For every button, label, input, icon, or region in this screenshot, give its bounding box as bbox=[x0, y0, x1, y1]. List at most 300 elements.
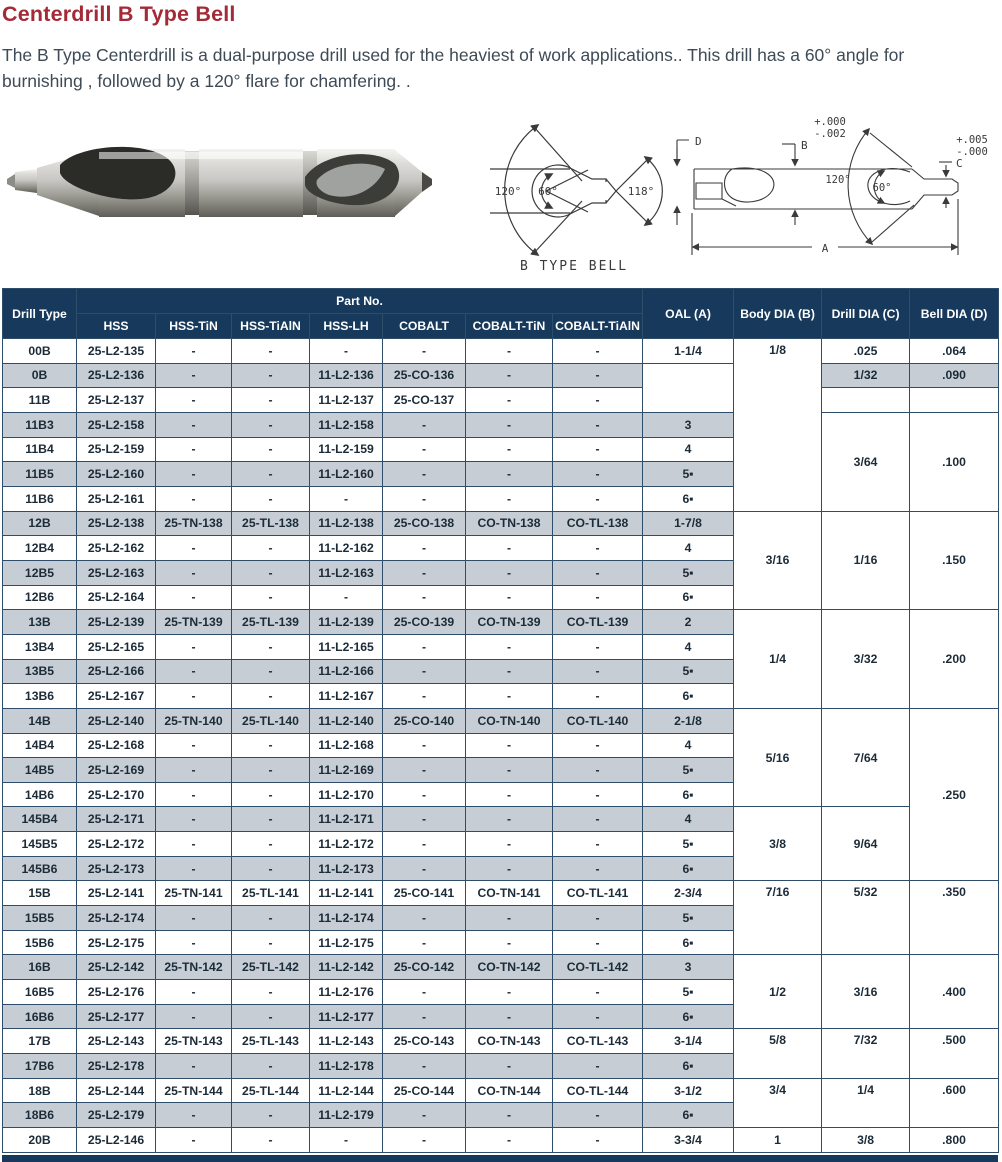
table-cell: 6▪ bbox=[643, 486, 734, 511]
table-cell: - bbox=[232, 930, 310, 955]
table-cell: 25-L2-179 bbox=[77, 1103, 156, 1128]
table-cell: 4 bbox=[643, 634, 734, 659]
table-cell: - bbox=[310, 486, 383, 511]
table-cell: - bbox=[232, 363, 310, 388]
table-cell: .250 bbox=[910, 708, 999, 881]
table-cell: 7/16 bbox=[734, 881, 822, 955]
table-cell: - bbox=[156, 412, 232, 437]
table-cell: 25-TN-141 bbox=[156, 881, 232, 906]
table-cell: - bbox=[553, 560, 643, 585]
table-cell: 11-L2-139 bbox=[310, 610, 383, 635]
table-cell: CO-TN-140 bbox=[466, 708, 553, 733]
flare-line-top bbox=[534, 127, 582, 181]
bell-diagram-caption: B TYPE BELL bbox=[519, 259, 629, 274]
table-cell: 11-L2-177 bbox=[310, 1004, 383, 1029]
table-cell: 25-TN-138 bbox=[156, 511, 232, 536]
table-cell: CO-TN-139 bbox=[466, 610, 553, 635]
table-cell: 6▪ bbox=[643, 856, 734, 881]
table-cell: - bbox=[232, 1054, 310, 1079]
table-cell: 25-L2-176 bbox=[77, 980, 156, 1005]
table-cell: - bbox=[156, 536, 232, 561]
middle-body bbox=[199, 149, 303, 217]
col-header-hss: HSS bbox=[77, 314, 156, 339]
table-cell: - bbox=[232, 980, 310, 1005]
table-cell: - bbox=[466, 1103, 553, 1128]
table-cell: 6▪ bbox=[643, 1103, 734, 1128]
table-cell: 5▪ bbox=[643, 758, 734, 783]
table-cell: 25-TN-143 bbox=[156, 1029, 232, 1054]
table-cell: 25-CO-144 bbox=[383, 1078, 466, 1103]
flare-angle-label: 120° bbox=[494, 185, 522, 198]
table-header bbox=[3, 289, 999, 339]
table-cell: - bbox=[232, 1103, 310, 1128]
drill-type-cell: 14B6 bbox=[3, 782, 77, 807]
table-cell: 11-L2-166 bbox=[310, 659, 383, 684]
drill-type-cell: 18B6 bbox=[3, 1103, 77, 1128]
drill-type-cell: 14B5 bbox=[3, 758, 77, 783]
drill-type-cell: 145B4 bbox=[3, 807, 77, 832]
table-cell: - bbox=[232, 1128, 310, 1153]
table-cell: - bbox=[466, 1004, 553, 1029]
table-cell: 3/64 bbox=[822, 412, 910, 511]
table-cell: 5▪ bbox=[643, 906, 734, 931]
table-cell: - bbox=[156, 437, 232, 462]
drill-type-cell: 15B5 bbox=[3, 906, 77, 931]
table-cell: - bbox=[383, 339, 466, 364]
left-pilot-outline bbox=[696, 183, 736, 206]
table-cell: 11-L2-176 bbox=[310, 980, 383, 1005]
table-cell: - bbox=[156, 363, 232, 388]
page-title: Centerdrill B Type Bell bbox=[2, 2, 236, 26]
table-cell: - bbox=[553, 684, 643, 709]
drill-type-cell: 15B6 bbox=[3, 930, 77, 955]
table-cell: - bbox=[553, 437, 643, 462]
table-cell: 3/4 bbox=[734, 1078, 822, 1127]
table-cell: 25-L2-168 bbox=[77, 733, 156, 758]
table-cell: 11-L2-162 bbox=[310, 536, 383, 561]
next-section-header-strip bbox=[2, 1155, 998, 1162]
table-cell: 11-L2-167 bbox=[310, 684, 383, 709]
table-cell: 1-1/4 bbox=[643, 339, 734, 364]
table-cell: 25-L2-170 bbox=[77, 782, 156, 807]
table-cell: .400 bbox=[910, 955, 999, 1029]
table-cell: - bbox=[232, 856, 310, 881]
table-cell: - bbox=[156, 930, 232, 955]
table-cell: 11-L2-160 bbox=[310, 462, 383, 487]
table-cell: - bbox=[310, 1128, 383, 1153]
table-cell: - bbox=[466, 758, 553, 783]
table-cell: 25-L2-164 bbox=[77, 585, 156, 610]
table-cell: 11-L2-136 bbox=[310, 363, 383, 388]
table-cell: 3-1/2 bbox=[643, 1078, 734, 1103]
table-cell: 6▪ bbox=[643, 1054, 734, 1079]
table-cell: - bbox=[553, 782, 643, 807]
table-cell: - bbox=[466, 684, 553, 709]
table-cell: 25-L2-158 bbox=[77, 412, 156, 437]
cone-angle-label: 60° bbox=[538, 185, 558, 198]
table-cell: - bbox=[383, 1128, 466, 1153]
table-cell: - bbox=[156, 634, 232, 659]
dim-b-label: B bbox=[801, 139, 808, 152]
description-line-1: The B Type Centerdrill is a dual-purpose drill used for the heaviest of work applications.. This drill has a 60° angle for bbox=[2, 45, 905, 65]
table-cell: .500 bbox=[910, 1029, 999, 1078]
table-cell: 25-CO-142 bbox=[383, 955, 466, 980]
table-cell: 25-TN-144 bbox=[156, 1078, 232, 1103]
drill-type-cell: 15B bbox=[3, 881, 77, 906]
table-cell: 25-CO-140 bbox=[383, 708, 466, 733]
table-cell: - bbox=[553, 1103, 643, 1128]
table-cell: - bbox=[466, 462, 553, 487]
table-cell: - bbox=[466, 906, 553, 931]
table-cell: - bbox=[466, 980, 553, 1005]
table-cell: 11-L2-168 bbox=[310, 733, 383, 758]
table-cell: 6▪ bbox=[643, 930, 734, 955]
table-cell: .350 bbox=[910, 881, 999, 955]
table-cell: - bbox=[310, 339, 383, 364]
table-cell: - bbox=[232, 585, 310, 610]
table-cell: - bbox=[383, 832, 466, 857]
table-cell: - bbox=[383, 733, 466, 758]
col-header-bell-dia: Bell DIA (D) bbox=[910, 289, 999, 339]
table-cell: - bbox=[383, 856, 466, 881]
table-cell: 6▪ bbox=[643, 782, 734, 807]
table-cell: 11-L2-171 bbox=[310, 807, 383, 832]
drill-type-cell: 13B bbox=[3, 610, 77, 635]
table-cell: - bbox=[156, 462, 232, 487]
table-cell: 1/32 bbox=[822, 363, 910, 388]
table-cell: - bbox=[553, 1004, 643, 1029]
flare-angle-label-right: 120° bbox=[825, 174, 851, 186]
table-cell: CO-TL-138 bbox=[553, 511, 643, 536]
table-cell: 6▪ bbox=[643, 684, 734, 709]
table-cell: - bbox=[232, 462, 310, 487]
drill-type-cell: 12B6 bbox=[3, 585, 77, 610]
table-cell: - bbox=[232, 412, 310, 437]
table-cell: - bbox=[466, 536, 553, 561]
table-cell: - bbox=[466, 486, 553, 511]
table-cell: 25-TL-139 bbox=[232, 610, 310, 635]
table-cell: - bbox=[466, 782, 553, 807]
table-cell: - bbox=[156, 486, 232, 511]
table-cell: 11-L2-172 bbox=[310, 832, 383, 857]
drill-type-cell: 16B bbox=[3, 955, 77, 980]
table-cell: - bbox=[466, 560, 553, 585]
table-row bbox=[3, 412, 999, 437]
table-cell: 2-3/4 bbox=[643, 881, 734, 906]
table-cell: 11-L2-142 bbox=[310, 955, 383, 980]
table-cell: 25-L2-135 bbox=[77, 339, 156, 364]
table-cell: - bbox=[232, 437, 310, 462]
table-cell: - bbox=[156, 1004, 232, 1029]
table-cell: - bbox=[466, 733, 553, 758]
drill-type-cell: 11B bbox=[3, 388, 77, 413]
right-bell-cone bbox=[395, 150, 422, 216]
col-header-hss-tialn: HSS-TiAlN bbox=[232, 314, 310, 339]
table-cell: - bbox=[383, 659, 466, 684]
table-cell: 25-CO-136 bbox=[383, 363, 466, 388]
table-cell: 11-L2-178 bbox=[310, 1054, 383, 1079]
table-cell: 11-L2-140 bbox=[310, 708, 383, 733]
table-cell: CO-TN-144 bbox=[466, 1078, 553, 1103]
table-cell: - bbox=[156, 807, 232, 832]
centerdrill-photo bbox=[5, 135, 433, 231]
drill-type-cell: 145B5 bbox=[3, 832, 77, 857]
table-cell: - bbox=[232, 906, 310, 931]
col-header-hss-lh: HSS-LH bbox=[310, 314, 383, 339]
table-cell: 3/16 bbox=[734, 511, 822, 610]
table-cell: 11-L2-175 bbox=[310, 930, 383, 955]
table-cell: - bbox=[466, 1054, 553, 1079]
drill-type-cell: 13B4 bbox=[3, 634, 77, 659]
col-header-hss-tin: HSS-TiN bbox=[156, 314, 232, 339]
dim-c-label: C bbox=[956, 157, 963, 170]
table-cell: - bbox=[232, 684, 310, 709]
table-cell: 1-7/8 bbox=[643, 511, 734, 536]
table-cell: - bbox=[553, 856, 643, 881]
table-cell: - bbox=[383, 782, 466, 807]
table-cell: - bbox=[156, 1128, 232, 1153]
dim-d-bracket bbox=[677, 140, 689, 159]
drill-type-cell: 13B5 bbox=[3, 659, 77, 684]
drill-type-cell: 11B6 bbox=[3, 486, 77, 511]
dim-d-label: D bbox=[695, 135, 702, 148]
table-cell: - bbox=[553, 363, 643, 388]
table-cell: 7/32 bbox=[822, 1029, 910, 1078]
table-cell: 25-L2-169 bbox=[77, 758, 156, 783]
table-cell: 11-L2-173 bbox=[310, 856, 383, 881]
table-cell: 25-TL-141 bbox=[232, 881, 310, 906]
drill-type-cell: 16B6 bbox=[3, 1004, 77, 1029]
table-cell: 3-3/4 bbox=[643, 1128, 734, 1153]
body-tolerance-minus: -.002 bbox=[814, 128, 846, 140]
drill-type-cell: 17B6 bbox=[3, 1054, 77, 1079]
table-cell: - bbox=[553, 980, 643, 1005]
table-cell: - bbox=[553, 1128, 643, 1153]
drill-type-cell: 17B bbox=[3, 1029, 77, 1054]
table-cell: - bbox=[156, 560, 232, 585]
table-cell: 11-L2-179 bbox=[310, 1103, 383, 1128]
table-cell: - bbox=[232, 758, 310, 783]
flare-edge-top bbox=[870, 133, 912, 167]
table-cell: - bbox=[466, 634, 553, 659]
table-cell: - bbox=[232, 782, 310, 807]
flare-edge-bottom bbox=[872, 205, 914, 242]
right-neck-outline bbox=[912, 169, 958, 209]
table-cell: 11-L2-159 bbox=[310, 437, 383, 462]
table-cell: 4 bbox=[643, 536, 734, 561]
table-cell: 25-L2-175 bbox=[77, 930, 156, 955]
table-cell: - bbox=[383, 536, 466, 561]
table-cell: 11-L2-163 bbox=[310, 560, 383, 585]
table-cell: - bbox=[466, 930, 553, 955]
tip-tolerance-minus: -.000 bbox=[956, 146, 988, 158]
table-cell: 25-L2-138 bbox=[77, 511, 156, 536]
table-cell: 11-L2-174 bbox=[310, 906, 383, 931]
col-header-oal: OAL (A) bbox=[643, 289, 734, 339]
table-cell: 25-L2-177 bbox=[77, 1004, 156, 1029]
col-header-body-dia: Body DIA (B) bbox=[734, 289, 822, 339]
table-cell: 25-L2-162 bbox=[77, 536, 156, 561]
drill-type-cell: 16B5 bbox=[3, 980, 77, 1005]
table-cell: 25-CO-143 bbox=[383, 1029, 466, 1054]
spec-table bbox=[2, 288, 999, 1153]
tip-tolerance-plus: +.005 bbox=[956, 134, 988, 146]
drill-type-cell: 13B6 bbox=[3, 684, 77, 709]
table-cell: - bbox=[383, 634, 466, 659]
table-cell: - bbox=[383, 758, 466, 783]
table-cell: - bbox=[232, 339, 310, 364]
table-row bbox=[3, 708, 999, 733]
drill-type-cell: 11B3 bbox=[3, 412, 77, 437]
drill-type-cell: 00B bbox=[3, 339, 77, 364]
table-cell: .090 bbox=[910, 363, 999, 388]
left-pilot-tip bbox=[7, 174, 15, 188]
table-cell: - bbox=[466, 585, 553, 610]
table-cell: - bbox=[232, 807, 310, 832]
table-cell: - bbox=[310, 585, 383, 610]
table-cell: 25-TL-143 bbox=[232, 1029, 310, 1054]
table-cell: 25-TL-140 bbox=[232, 708, 310, 733]
table-cell: 1/16 bbox=[822, 511, 910, 610]
drill-type-cell: 11B4 bbox=[3, 437, 77, 462]
table-cell: 11-L2-141 bbox=[310, 881, 383, 906]
table-cell: 1/2 bbox=[734, 955, 822, 1029]
product-description bbox=[2, 42, 1002, 94]
table-cell: - bbox=[156, 388, 232, 413]
table-cell: 7/64 bbox=[822, 708, 910, 807]
table-cell: 25-L2-161 bbox=[77, 486, 156, 511]
table-cell: 11-L2-138 bbox=[310, 511, 383, 536]
table-cell: - bbox=[383, 807, 466, 832]
table-cell: 5▪ bbox=[643, 980, 734, 1005]
table-cell: - bbox=[383, 906, 466, 931]
table-cell: CO-TL-141 bbox=[553, 881, 643, 906]
table-cell: 25-L2-139 bbox=[77, 610, 156, 635]
table-cell: 25-L2-142 bbox=[77, 955, 156, 980]
table-cell: - bbox=[383, 930, 466, 955]
table-cell: - bbox=[553, 733, 643, 758]
table-cell: 25-L2-159 bbox=[77, 437, 156, 462]
table-cell: - bbox=[156, 906, 232, 931]
table-cell: - bbox=[156, 856, 232, 881]
drill-type-cell: 18B bbox=[3, 1078, 77, 1103]
drill-type-cell: 14B4 bbox=[3, 733, 77, 758]
table-cell: 5/32 bbox=[822, 881, 910, 955]
table-cell: - bbox=[156, 1103, 232, 1128]
table-cell: - bbox=[553, 486, 643, 511]
table-cell: CO-TN-143 bbox=[466, 1029, 553, 1054]
table-cell: - bbox=[156, 585, 232, 610]
cone-angle-label-right: 60° bbox=[872, 182, 892, 194]
table-cell: - bbox=[232, 634, 310, 659]
drill-type-cell: 12B5 bbox=[3, 560, 77, 585]
table-row bbox=[3, 1078, 999, 1103]
table-cell: 25-L2-141 bbox=[77, 881, 156, 906]
dim-a-label: A bbox=[821, 242, 829, 255]
table-cell: - bbox=[466, 856, 553, 881]
table-cell: 25-CO-139 bbox=[383, 610, 466, 635]
table-cell: - bbox=[383, 1054, 466, 1079]
table-row bbox=[3, 339, 999, 364]
table-cell: 11-L2-144 bbox=[310, 1078, 383, 1103]
table-cell: CO-TL-144 bbox=[553, 1078, 643, 1103]
table-cell: 3 bbox=[643, 955, 734, 980]
table-cell: 4 bbox=[643, 807, 734, 832]
table-cell: 5▪ bbox=[643, 659, 734, 684]
col-header-drill-type: Drill Type bbox=[3, 289, 77, 339]
table-cell: - bbox=[232, 1004, 310, 1029]
table-cell: 25-CO-141 bbox=[383, 881, 466, 906]
table-cell: 11-L2-165 bbox=[310, 634, 383, 659]
table-cell: - bbox=[383, 1103, 466, 1128]
table-cell: 3 bbox=[643, 412, 734, 437]
table-cell: - bbox=[553, 634, 643, 659]
right-pilot-tip bbox=[422, 172, 432, 192]
table-cell: 25-L2-171 bbox=[77, 807, 156, 832]
table-cell: - bbox=[232, 659, 310, 684]
table-cell: 11-L2-137 bbox=[310, 388, 383, 413]
table-cell: - bbox=[383, 486, 466, 511]
table-cell: CO-TN-141 bbox=[466, 881, 553, 906]
table-cell: CO-TL-140 bbox=[553, 708, 643, 733]
bell-neck bbox=[568, 167, 606, 215]
table-cell: - bbox=[156, 758, 232, 783]
table-cell: 25-L2-163 bbox=[77, 560, 156, 585]
table-cell: 25-TN-139 bbox=[156, 610, 232, 635]
table-cell: 3/8 bbox=[822, 1128, 910, 1153]
table-cell: - bbox=[232, 832, 310, 857]
table-cell: 25-L2-178 bbox=[77, 1054, 156, 1079]
table-cell: 25-L2-165 bbox=[77, 634, 156, 659]
table-cell: 5▪ bbox=[643, 462, 734, 487]
table-cell: - bbox=[553, 462, 643, 487]
table-cell: 1 bbox=[734, 1128, 822, 1153]
table-row bbox=[3, 881, 999, 906]
table-cell: - bbox=[466, 807, 553, 832]
table-cell: - bbox=[383, 980, 466, 1005]
table-cell: CO-TL-142 bbox=[553, 955, 643, 980]
table-cell: 25-L2-172 bbox=[77, 832, 156, 857]
table-cell: - bbox=[553, 1054, 643, 1079]
table-cell: - bbox=[553, 832, 643, 857]
col-group-header-part-no: Part No. bbox=[77, 289, 643, 314]
table-cell: 5/16 bbox=[734, 708, 822, 807]
table-cell: CO-TN-142 bbox=[466, 955, 553, 980]
table-cell: - bbox=[383, 560, 466, 585]
col-header-cobalt-tin: COBALT-TiN bbox=[466, 314, 553, 339]
table-cell: 25-TN-142 bbox=[156, 955, 232, 980]
table-cell: 25-L2-166 bbox=[77, 659, 156, 684]
table-cell: 25-L2-143 bbox=[77, 1029, 156, 1054]
table-cell: 11-L2-169 bbox=[310, 758, 383, 783]
table-cell: 25-TL-138 bbox=[232, 511, 310, 536]
table-cell: .064 bbox=[910, 339, 999, 364]
table-cell: - bbox=[156, 733, 232, 758]
table-cell: - bbox=[156, 1054, 232, 1079]
table-cell: - bbox=[553, 906, 643, 931]
table-row bbox=[3, 1128, 999, 1153]
left-pilot bbox=[15, 169, 37, 193]
groove-left bbox=[185, 151, 199, 215]
drill-type-cell: 145B6 bbox=[3, 856, 77, 881]
table-cell: 25-TN-140 bbox=[156, 708, 232, 733]
table-cell: 25-L2-137 bbox=[77, 388, 156, 413]
table-row bbox=[3, 363, 999, 388]
table-cell: - bbox=[553, 585, 643, 610]
drill-point bbox=[606, 179, 616, 203]
dimension-diagram bbox=[662, 107, 1002, 267]
table-cell: 1/8 bbox=[734, 339, 822, 512]
